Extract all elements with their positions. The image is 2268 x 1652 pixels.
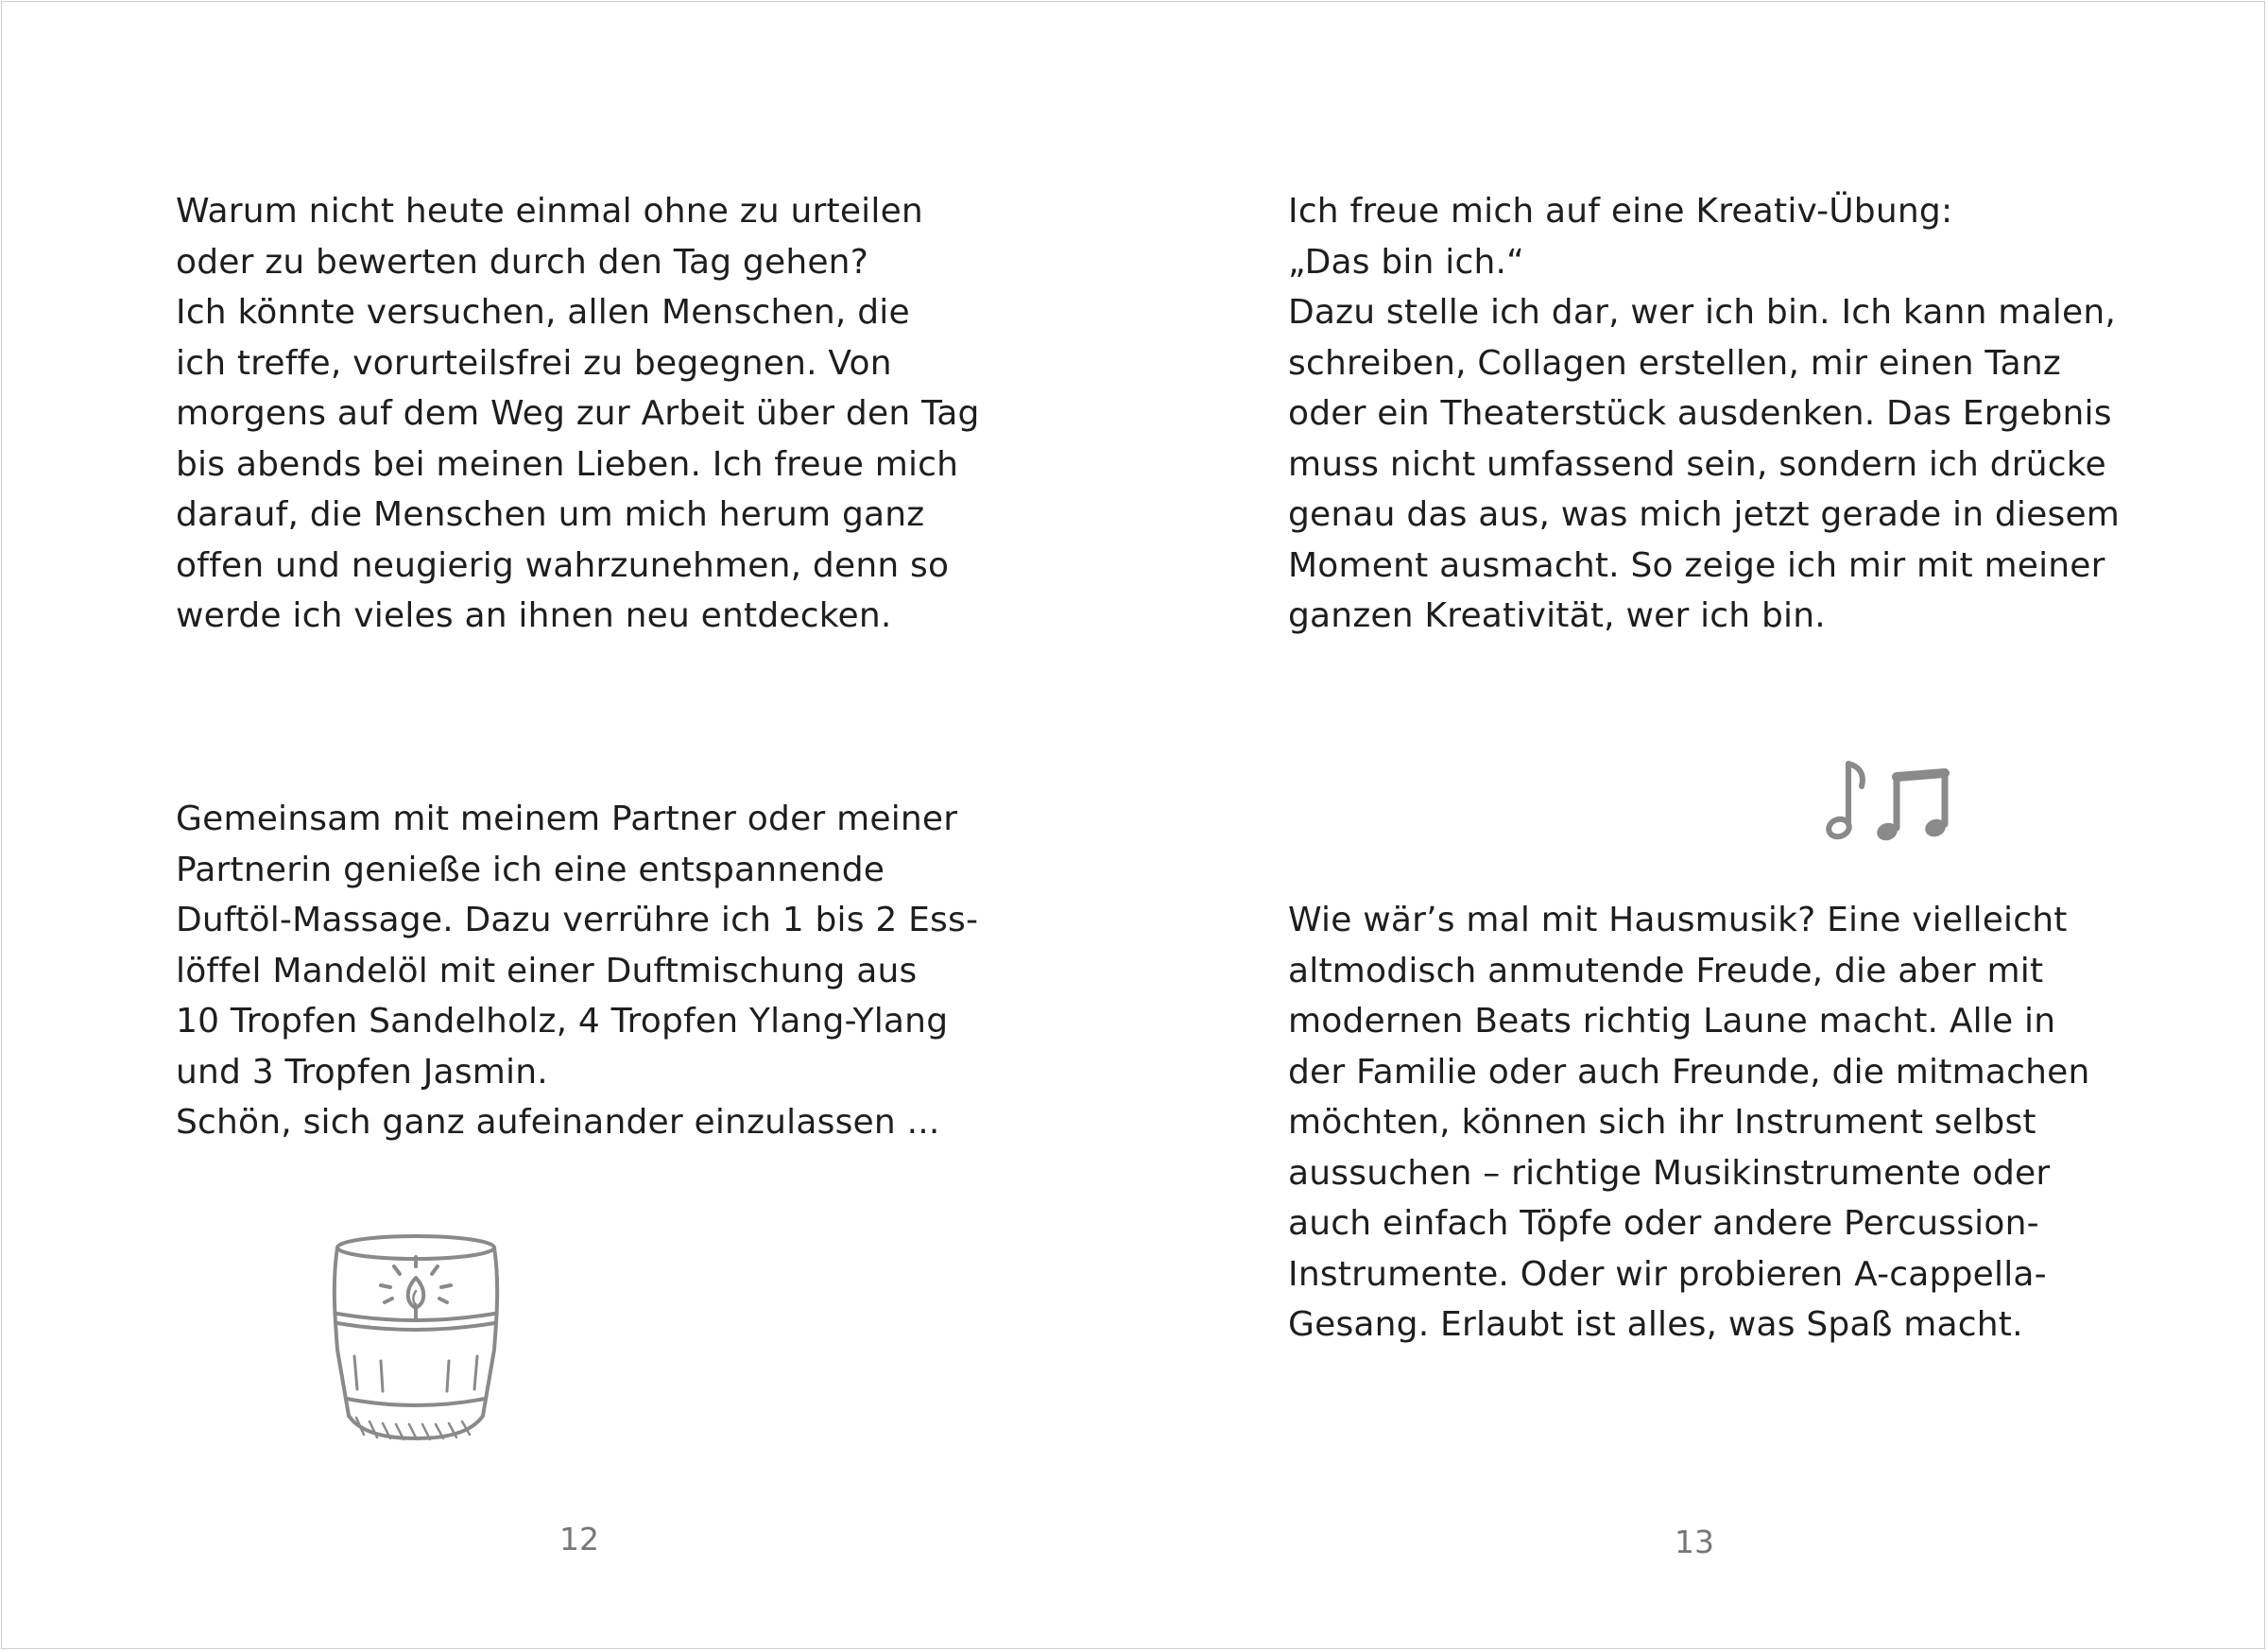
text-line: modernen Beats richtig Laune macht. Alle in — [1288, 1002, 2056, 1041]
text-line: oder ein Theaterstück ausdenken. Das Ergebnis — [1288, 394, 2112, 433]
text-line: genau das aus, was mich jetzt gerade in diesem — [1288, 495, 2121, 534]
right-page-paragraph-2 — [1288, 895, 2089, 1351]
text-line: Ich freue mich auf eine Kreativ-Übung: — [1288, 192, 1953, 231]
text-line: der Familie oder auch Freunde, die mitmachen — [1288, 1052, 2090, 1092]
text-line: löffel Mandelöl mit einer Duftmischung aus — [176, 951, 918, 990]
text-line: Schön, sich ganz aufeinander einzulassen ... — [176, 1103, 940, 1142]
text-line: Partnerin genieße ich eine entspannende — [176, 850, 885, 889]
text-line: möchten, können sich ihr Instrument selbst — [1288, 1103, 2036, 1142]
text-line: schreiben, Collagen erstellen, mir einen Tanz — [1288, 343, 2062, 383]
text-line: oder zu bewerten durch den Tag gehen? — [176, 242, 869, 282]
page-number-right: 13 — [1675, 1523, 1714, 1560]
text-line: Warum nicht heute einmal ohne zu urteilen — [176, 192, 923, 231]
text-line: auch einfach Töpfe oder andere Percussion- — [1288, 1204, 2039, 1243]
text-line: ich treffe, vorurteilsfrei zu begegnen. Von — [176, 343, 892, 383]
text-line: morgens auf dem Weg zur Arbeit über den Tag — [176, 394, 980, 433]
text-line: werde ich vieles an ihnen neu entdecken. — [176, 596, 892, 635]
text-line: Moment ausmacht. So zeige ich mir mit meiner — [1288, 545, 2105, 585]
text-line: und 3 Tropfen Jasmin. — [176, 1052, 548, 1092]
page-number-left: 12 — [559, 1521, 599, 1557]
text-line: 10 Tropfen Sandelholz, 4 Tropfen Ylang-Ylang — [176, 1002, 949, 1041]
text-line: bis abends bei meinen Lieben. Ich freue mich — [176, 444, 959, 484]
music-notes-icon — [1816, 756, 1958, 851]
text-line: „Das bin ich.“ — [1288, 242, 1524, 282]
text-line: Ich könnte versuchen, allen Menschen, die — [176, 293, 910, 332]
text-line: Gemeinsam mit meinem Partner oder meiner — [176, 800, 958, 838]
candle-glass-icon — [326, 1229, 506, 1446]
text-line: Wie wär’s mal mit Hausmusik? Eine vielleicht — [1288, 901, 2068, 939]
text-line: darauf, die Menschen um mich herum ganz — [176, 495, 925, 534]
text-line: ganzen Kreativität, wer ich bin. — [1288, 596, 1826, 635]
text-line: Dazu stelle ich dar, wer ich bin. Ich kann malen, — [1288, 293, 2117, 332]
left-page-paragraph-2 — [176, 794, 978, 1148]
text-line: Instrumente. Oder wir probieren A-cappella- — [1288, 1254, 2047, 1294]
right-page-paragraph-1 — [1288, 186, 2120, 642]
left-page-paragraph-1 — [176, 186, 980, 642]
text-line: Duftöl-Massage. Dazu verrühre ich 1 bis 2 Ess- — [176, 901, 979, 939]
text-line: Gesang. Erlaubt ist alles, was Spaß macht. — [1288, 1305, 2023, 1344]
text-line: aussuchen – richtige Musikinstrumente oder — [1288, 1153, 2051, 1193]
text-line: muss nicht umfassend sein, sondern ich drücke — [1288, 444, 2106, 484]
text-line: altmodisch anmutende Freude, die aber mit — [1288, 951, 2044, 990]
text-line: offen und neugierig wahrzunehmen, denn so — [176, 545, 950, 585]
